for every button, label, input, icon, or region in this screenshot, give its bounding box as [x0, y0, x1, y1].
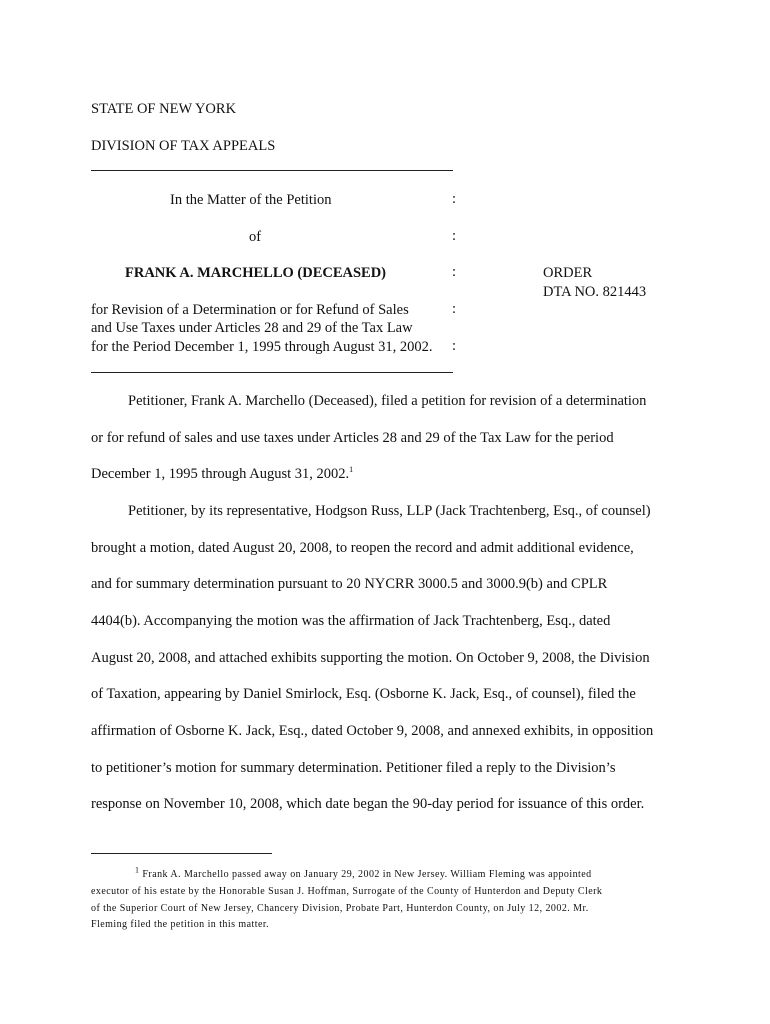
order-title: ORDER — [543, 265, 593, 281]
body-line: of Taxation, appearing by Daniel Smirlock, Esq. (Osborne K. Jack, Esq., of counsel), filed the — [91, 686, 636, 702]
caption-colon: : — [452, 338, 457, 354]
body-line: Petitioner, by its representative, Hodgson Russ, LLP (Jack Trachtenberg, Esq., of counsel) — [128, 503, 651, 519]
matter-line: In the Matter of the Petition — [170, 192, 332, 208]
body-line: response on November 10, 2008, which date began the 90-day period for issuance of this order. — [91, 796, 645, 812]
footnote-marker: 1 — [135, 865, 140, 875]
body-line: Petitioner, Frank A. Marchello (Deceased), filed a petition for revision of a determination — [128, 393, 647, 409]
body-line: affirmation of Osborne K. Jack, Esq., dated October 9, 2008, and annexed exhibits, in opposition — [91, 723, 654, 739]
petitioner-name: FRANK A. MARCHELLO (DECEASED) — [125, 265, 387, 281]
purpose-line: and Use Taxes under Articles 28 and 29 of the Tax Law — [91, 320, 413, 336]
footnote-rule — [91, 853, 272, 854]
body-line: brought a motion, dated August 20, 2008, to reopen the record and admit additional evidence, — [91, 540, 634, 556]
order-number: DTA NO. 821443 — [543, 284, 647, 300]
footnote-line: executor of his estate by the Honorable Susan J. Hoffman, Surrogate of the County of Hunterdon and Deputy Clerk — [91, 886, 603, 897]
caption-colon: : — [452, 191, 457, 207]
body-line: December 1, 1995 through August 31, 2002.$^1$ — [91, 465, 354, 482]
body-line: August 20, 2008, and attached exhibits supporting the motion. On October 9, 2008, the Division — [91, 650, 650, 666]
division-heading: DIVISION OF TAX APPEALS — [91, 138, 276, 154]
body-line: 4404(b). Accompanying the motion was the affirmation of Jack Trachtenberg, Esq., dated — [91, 613, 611, 629]
body-line: to petitioner’s motion for summary determination. Petitioner filed a reply to the Division’s — [91, 760, 616, 776]
footnote-reference[interactable]: 1 — [349, 465, 354, 475]
body-line: and for summary determination pursuant to 20 NYCRR 3000.5 and 3000.9(b) and CPLR — [91, 576, 608, 592]
state-heading: STATE OF NEW YORK — [91, 101, 237, 117]
caption-colon: : — [452, 301, 457, 317]
caption-colon: : — [452, 264, 457, 280]
caption-colon: : — [452, 228, 457, 244]
caption-top-rule — [91, 170, 453, 171]
purpose-line: for Revision of a Determination or for Refund of Sales — [91, 302, 409, 318]
caption-bottom-rule — [91, 372, 453, 373]
body-line: or for refund of sales and use taxes under Articles 28 and 29 of the Tax Law for the period — [91, 430, 614, 446]
footnote-line: $^1$ Frank A. Marchello passed away on January 29, 2002 in New Jersey. William Fleming was appointed — [135, 865, 592, 880]
of-line: of — [249, 229, 262, 245]
footnote-line: Fleming filed the petition in this matter. — [91, 919, 270, 930]
purpose-line: for the Period December 1, 1995 through August 31, 2002. — [91, 339, 433, 355]
footnote-line: of the Superior Court of New Jersey, Chancery Division, Probate Part, Hunterdon County, on July 12, 2002. Mr. — [91, 903, 589, 914]
